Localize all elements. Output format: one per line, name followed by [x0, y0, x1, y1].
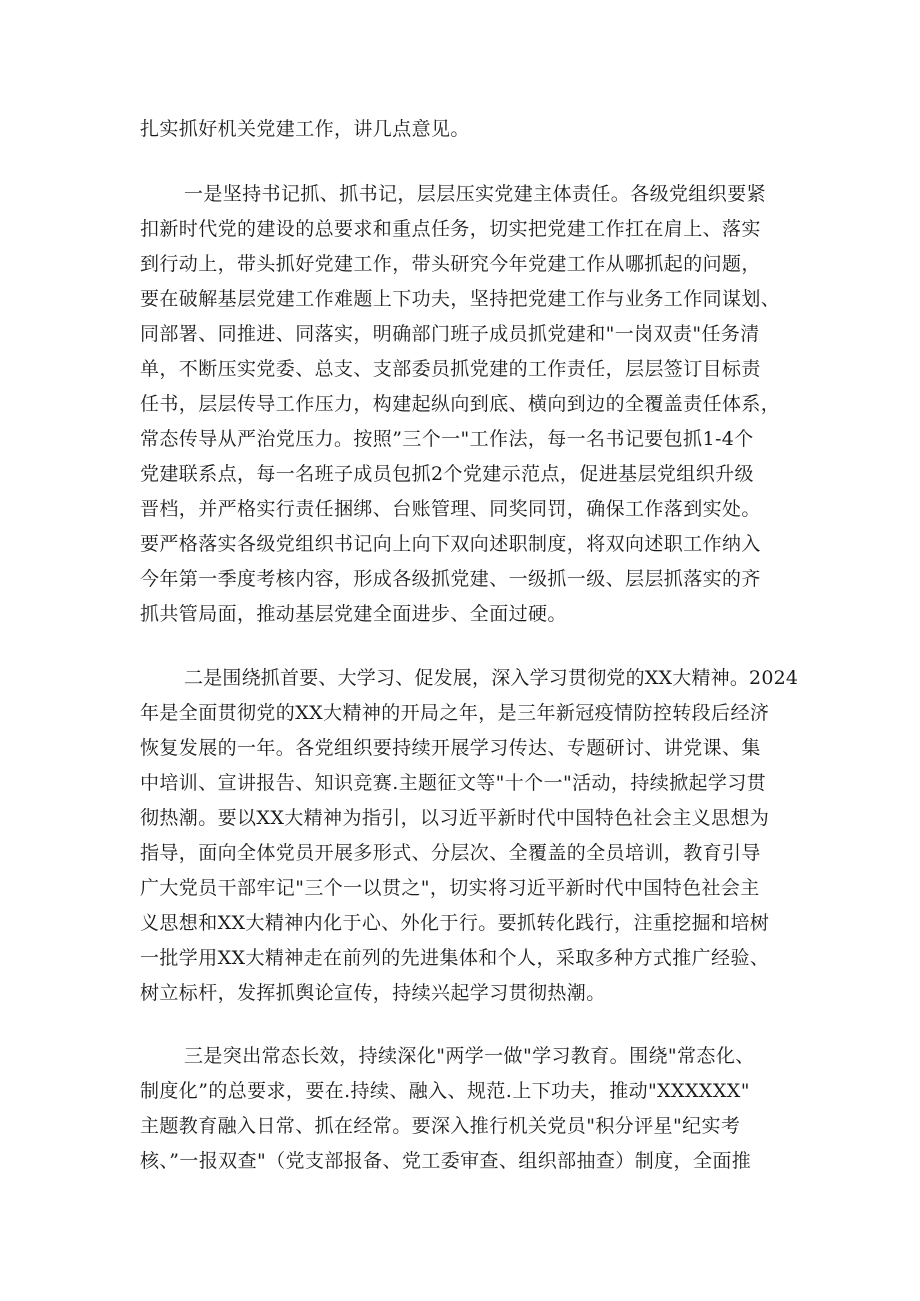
text-line: 主题教育融入日常、抓在经常。要深入推行机关党员"积分评星"纪实考: [140, 1115, 741, 1137]
text-line: 党建联系点，每一名班子成员包抓2个党建示范点，促进基层党组织升级: [140, 463, 754, 485]
text-line: 三是突出常态长效，持续深化"两学一做"学习教育。围绕"常态化、: [184, 1045, 755, 1067]
text-line: 同部署、同推进、同落实，明确部门班子成员抓党建和"一岗双责"任务清: [140, 323, 760, 345]
text-line: 扣新时代党的建设的总要求和重点任务，切实把党建工作扛在肩上、落实: [140, 218, 761, 240]
text-line: 二是围绕抓首要、大学习、促发展，深入学习贯彻党的XX大精神。2024: [184, 667, 799, 689]
text-line: 彻热潮。要以XX大精神为指引，以习近平新时代中国特色社会主义思想为: [140, 807, 770, 829]
text-line: 扎实抓好机关党建工作，讲几点意见。: [140, 118, 470, 140]
text-line: 广大党员干部牢记"三个一以贯之"，切实将习近平新时代中国特色社会主: [140, 877, 760, 899]
text-line: 单，不断压实党委、总支、支部委员抓党建的工作责任，层层签订目标责: [140, 358, 761, 380]
text-line: 年是全面贯彻党的XX大精神的开局之年，是三年新冠疫情防控转段后经济: [140, 702, 770, 724]
text-line: 恢复发展的一年。各党组织要持续开展学习传达、专题研讨、讲党课、集: [140, 737, 761, 759]
text-line: 树立标杆，发挥抓舆论宣传，持续兴起学习贯彻热潮。: [140, 982, 606, 1004]
text-line: 指导，面向全体党员开展多形式、分层次、全覆盖的全员培训，教育引导: [140, 842, 761, 864]
text-line: 一是坚持书记抓、抓书记，层层压实党建主体责任。各级党组织要紧: [184, 183, 767, 205]
text-line: 义思想和XX大精神内化于心、外化于行。要抓转化践行，注重挖掘和培树: [140, 912, 770, 934]
text-line: 今年第一季度考核内容，形成各级抓党建、一级抓一级、层层抓落实的齐: [140, 568, 761, 590]
text-line: 到行动上，带头抓好党建工作，带头研究今年党建工作从哪抓起的问题，: [140, 253, 761, 275]
text-line: 制度化”的总要求，要在.持续、融入、规范.上下功夫，推动"XXXXXX": [140, 1080, 750, 1102]
text-line: 任书，层层传导工作压力，构建起纵向到底、横向到边的全覆盖责任体系，: [140, 393, 781, 415]
text-line: 核、”一报双查"（党支部报备、党工委审查、组织部抽查）制度，全面推: [140, 1150, 752, 1172]
text-line: 要严格落实各级党组织书记向上向下双向述职制度，将双向述职工作纳入: [140, 533, 761, 555]
text-line: 常态传导从严治党压力。按照”三个一"工作法，每一名书记要包抓1-4个: [140, 428, 754, 450]
text-line: 抓共管局面，推动基层党建全面进步、全面过硬。: [140, 603, 567, 625]
text-line: 一批学用XX大精神走在前列的先进集体和个人，采取多种方式推广经验、: [140, 947, 770, 969]
text-line: 要在破解基层党建工作难题上下功夫，坚持把党建工作与业务工作同谋划、: [140, 288, 781, 310]
text-line: 晋档，并严格实行责任捆绑、台账管理、同奖同罚，确保工作落到实处。: [140, 498, 761, 520]
text-line: 中培训、宣讲报告、知识竞赛.主题征文等"十个一"活动，持续掀起学习贯: [140, 772, 767, 794]
